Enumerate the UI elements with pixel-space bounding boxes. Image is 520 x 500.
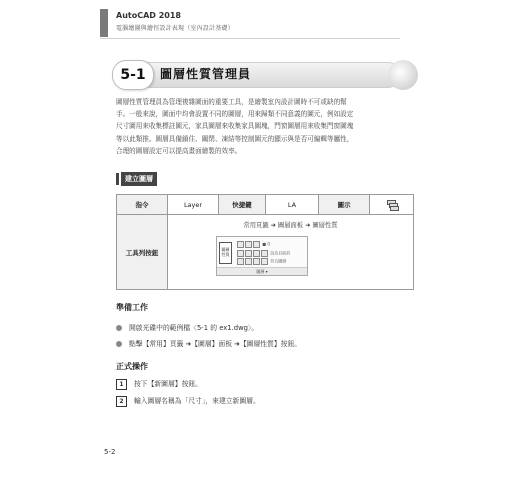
book-subtitle: 電腦繪圖與繪徑設計表現（室內設計基礎） <box>116 25 234 32</box>
header-divider <box>100 38 400 39</box>
section-number: 5-1 <box>112 60 154 90</box>
intro-line: 尺寸圖用來收集標註圖元，家具圖層來收集家具圖塊，門窗圖層用來收集門窗圖塊 <box>116 122 354 131</box>
intro-line: 等以此類推。圖層具備鎖住、關閉、凍結等控制圖元的顯示與是否可編輯等屬性， <box>116 134 354 143</box>
tag-marker <box>116 173 119 185</box>
layers-panel-screenshot <box>216 236 308 276</box>
layer-properties-button[interactable]: 圖層性質 <box>219 242 232 264</box>
layer-dropdown[interactable]: ■ 0 <box>262 241 270 247</box>
match-layer-button[interactable]: 符合圖層 <box>270 258 287 264</box>
section-title: 圖層性質管理員 <box>160 67 252 81</box>
steps-heading: 正式操作 <box>116 362 148 371</box>
intro-paragraph <box>116 96 414 157</box>
header-accent-bar <box>100 9 108 37</box>
tool-icon <box>253 250 260 257</box>
tool-icon <box>237 258 244 265</box>
command-value: Layer <box>168 195 219 215</box>
step-number: 1 <box>116 379 127 390</box>
panel-row <box>237 241 270 248</box>
icon-label: 圖示 <box>319 195 370 215</box>
tool-icon <box>261 258 268 265</box>
intro-line: 圖層性質管理員為管理複雜圖面的重要工具，是繪製室內設計圖時不可或缺的幫 <box>116 98 347 106</box>
shortcut-label: 快捷鍵 <box>219 195 266 215</box>
bullet-icon <box>116 341 122 347</box>
tool-icon <box>245 250 252 257</box>
layer-properties-icon-cell <box>370 195 414 215</box>
ribbon-path: 常用頁籤 ➜ 圖層面板 ➜ 圖層性質 <box>243 222 338 229</box>
panel-footer[interactable]: 圖層 ▾ <box>217 267 307 275</box>
prep-item: 開啟光碟中的範例檔〈5-1 的 ex1.dwg〉。 <box>116 322 258 332</box>
step-item: 1 按下【新圖層】按鈕。 <box>116 378 202 390</box>
sun-icon <box>245 241 252 248</box>
intro-line: 合理的圖層設定可以提高畫面繪製的效率。 <box>116 146 242 155</box>
shortcut-value: LA <box>266 195 319 215</box>
tool-icon <box>245 258 252 265</box>
toolbar-row <box>117 215 414 290</box>
intro-line: 手。一般來說，圖面中均會設置不同的圖層，用來歸類不同意義的圖元，例如設定 <box>116 110 354 119</box>
step-number: 2 <box>116 396 127 407</box>
toolbar-label: 工具列按鈕 <box>117 215 168 290</box>
panel-row <box>237 258 286 265</box>
prep-heading: 準備工作 <box>116 303 148 312</box>
command-row <box>117 195 414 215</box>
command-table <box>116 194 414 290</box>
bulb-icon <box>237 241 244 248</box>
prep-item: 點擊【常用】頁籤 ➜【圖層】面板 ➜【圖層性質】按鈕。 <box>116 338 301 348</box>
set-current-button[interactable]: 設為目前的 <box>270 250 291 256</box>
lock-icon <box>253 241 260 248</box>
book-title: AutoCAD 2018 <box>116 11 181 20</box>
tool-icon <box>253 258 260 265</box>
build-layer-tag: 建立圖層 <box>121 172 157 186</box>
section-band-end-cap <box>388 60 418 90</box>
bullet-icon <box>116 325 122 331</box>
panel-row <box>237 250 290 257</box>
layer-properties-icon <box>387 200 397 210</box>
page-number: 5-2 <box>104 448 116 456</box>
step-item: 2 輸入圖層名稱為「尺寸」，來建立新圖層。 <box>116 395 260 407</box>
tool-icon <box>237 250 244 257</box>
toolbar-cell <box>168 215 414 290</box>
tool-icon <box>261 250 268 257</box>
command-label: 指令 <box>117 195 168 215</box>
